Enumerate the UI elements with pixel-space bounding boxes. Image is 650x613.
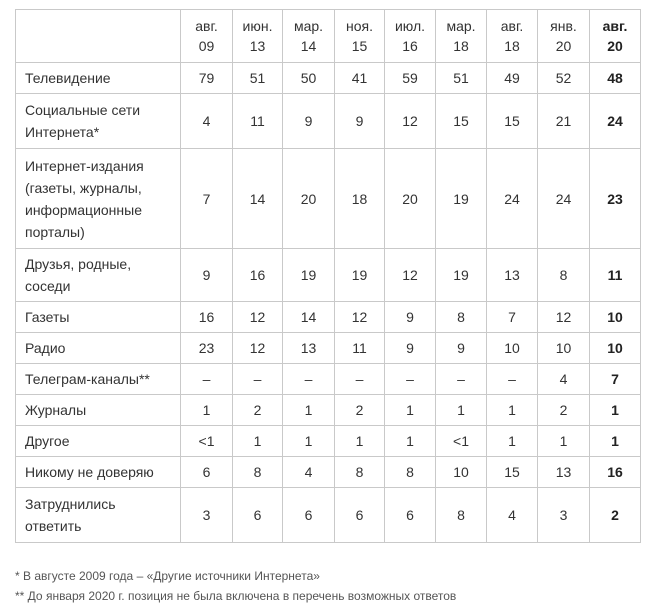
table-row	[16, 488, 641, 543]
value-cell: –	[436, 364, 487, 395]
value-cell: 9	[385, 302, 436, 333]
value-cell: 79	[181, 63, 233, 94]
table-row	[16, 249, 641, 302]
value-cell: 51	[233, 63, 283, 94]
column-header: авг. 18	[487, 10, 538, 63]
footnote-social-networks: * В августе 2009 года – «Другие источники Интернета»	[15, 569, 320, 583]
row-label: Телевидение	[16, 63, 181, 94]
value-cell: 1	[283, 395, 335, 426]
value-cell: 7	[487, 302, 538, 333]
value-cell: –	[233, 364, 283, 395]
table-row	[16, 426, 641, 457]
table-row	[16, 333, 641, 364]
row-label: Другое	[16, 426, 181, 457]
value-cell: –	[487, 364, 538, 395]
value-cell: 23	[181, 333, 233, 364]
value-cell-latest: 1	[590, 426, 641, 457]
value-cell-latest: 10	[590, 333, 641, 364]
value-cell: 6	[283, 488, 335, 543]
value-cell: 19	[335, 249, 385, 302]
value-cell: 4	[538, 364, 590, 395]
value-cell: 41	[335, 63, 385, 94]
row-label: Газеты	[16, 302, 181, 333]
value-cell: 18	[335, 149, 385, 249]
column-header: янв. 20	[538, 10, 590, 63]
value-cell: 9	[181, 249, 233, 302]
value-cell-latest: 24	[590, 94, 641, 149]
value-cell-latest: 48	[590, 63, 641, 94]
value-cell: 9	[436, 333, 487, 364]
value-cell: 9	[283, 94, 335, 149]
value-cell: 15	[436, 94, 487, 149]
column-header: мар. 14	[283, 10, 335, 63]
column-header-latest: авг. 20	[590, 10, 641, 63]
value-cell: 13	[283, 333, 335, 364]
value-cell: –	[181, 364, 233, 395]
value-cell: 4	[283, 457, 335, 488]
value-cell: 12	[538, 302, 590, 333]
value-cell: 6	[181, 457, 233, 488]
footnote-telegram: ** До января 2020 г. позиция не была включена в перечень возможных ответов	[15, 589, 457, 603]
value-cell: 1	[335, 426, 385, 457]
value-cell: 14	[233, 149, 283, 249]
value-cell: 1	[283, 426, 335, 457]
value-cell: 24	[487, 149, 538, 249]
value-cell: 12	[385, 249, 436, 302]
row-label: Журналы	[16, 395, 181, 426]
value-cell: 3	[181, 488, 233, 543]
value-cell: 13	[487, 249, 538, 302]
value-cell-latest: 1	[590, 395, 641, 426]
value-cell: 8	[436, 488, 487, 543]
value-cell: 7	[181, 149, 233, 249]
table-row	[16, 94, 641, 149]
value-cell: 12	[233, 333, 283, 364]
value-cell: 19	[436, 249, 487, 302]
value-cell: 10	[538, 333, 590, 364]
value-cell: 16	[233, 249, 283, 302]
value-cell: 16	[181, 302, 233, 333]
header-row	[16, 10, 641, 63]
value-cell: 1	[181, 395, 233, 426]
value-cell: 4	[487, 488, 538, 543]
value-cell: 9	[385, 333, 436, 364]
column-header: мар. 18	[436, 10, 487, 63]
row-label: Социальные сети Интернета*	[16, 94, 181, 149]
value-cell: –	[283, 364, 335, 395]
value-cell-latest: 23	[590, 149, 641, 249]
value-cell: 19	[283, 249, 335, 302]
value-cell: 2	[233, 395, 283, 426]
row-label: Интернет-издания (газеты, журналы, информационные порталы)	[16, 149, 181, 249]
column-header: авг. 09	[181, 10, 233, 63]
table-row	[16, 63, 641, 94]
row-label: Затруднились ответить	[16, 488, 181, 543]
footnotes	[15, 566, 456, 606]
value-cell: 49	[487, 63, 538, 94]
value-cell-latest: 7	[590, 364, 641, 395]
value-cell: 2	[538, 395, 590, 426]
value-cell: 1	[233, 426, 283, 457]
table-row	[16, 364, 641, 395]
value-cell: <1	[181, 426, 233, 457]
value-cell: 15	[487, 457, 538, 488]
value-cell: 8	[335, 457, 385, 488]
value-cell: 10	[436, 457, 487, 488]
value-cell: 1	[385, 395, 436, 426]
column-header: ноя. 15	[335, 10, 385, 63]
value-cell: 51	[436, 63, 487, 94]
table-body	[16, 63, 641, 543]
value-cell: 50	[283, 63, 335, 94]
value-cell: 8	[436, 302, 487, 333]
value-cell: 1	[385, 426, 436, 457]
value-cell: –	[335, 364, 385, 395]
column-header: июн. 13	[233, 10, 283, 63]
value-cell-latest: 2	[590, 488, 641, 543]
survey-table	[15, 9, 641, 543]
table-row	[16, 457, 641, 488]
value-cell: 19	[436, 149, 487, 249]
value-cell: 1	[436, 395, 487, 426]
value-cell: 15	[487, 94, 538, 149]
value-cell: 2	[335, 395, 385, 426]
value-cell: 14	[283, 302, 335, 333]
value-cell: 10	[487, 333, 538, 364]
table-row	[16, 302, 641, 333]
header-corner-cell	[16, 10, 181, 63]
value-cell: 11	[335, 333, 385, 364]
value-cell: 12	[385, 94, 436, 149]
row-label: Друзья, родные, соседи	[16, 249, 181, 302]
value-cell: 3	[538, 488, 590, 543]
value-cell: 11	[233, 94, 283, 149]
value-cell: 9	[335, 94, 385, 149]
value-cell: 1	[538, 426, 590, 457]
value-cell: 20	[283, 149, 335, 249]
value-cell: 8	[233, 457, 283, 488]
value-cell: <1	[436, 426, 487, 457]
table-row	[16, 395, 641, 426]
value-cell-latest: 10	[590, 302, 641, 333]
value-cell-latest: 11	[590, 249, 641, 302]
value-cell: 12	[233, 302, 283, 333]
value-cell: 4	[181, 94, 233, 149]
row-label: Телеграм-каналы**	[16, 364, 181, 395]
value-cell: 59	[385, 63, 436, 94]
value-cell-latest: 16	[590, 457, 641, 488]
value-cell: 1	[487, 395, 538, 426]
value-cell: 12	[335, 302, 385, 333]
value-cell: 52	[538, 63, 590, 94]
value-cell: 6	[335, 488, 385, 543]
value-cell: 20	[385, 149, 436, 249]
row-label: Радио	[16, 333, 181, 364]
table-row	[16, 149, 641, 249]
value-cell: 6	[385, 488, 436, 543]
value-cell: 8	[385, 457, 436, 488]
row-label: Никому не доверяю	[16, 457, 181, 488]
value-cell: 6	[233, 488, 283, 543]
value-cell: 21	[538, 94, 590, 149]
value-cell: –	[385, 364, 436, 395]
column-header: июл. 16	[385, 10, 436, 63]
value-cell: 13	[538, 457, 590, 488]
value-cell: 24	[538, 149, 590, 249]
value-cell: 8	[538, 249, 590, 302]
value-cell: 1	[487, 426, 538, 457]
